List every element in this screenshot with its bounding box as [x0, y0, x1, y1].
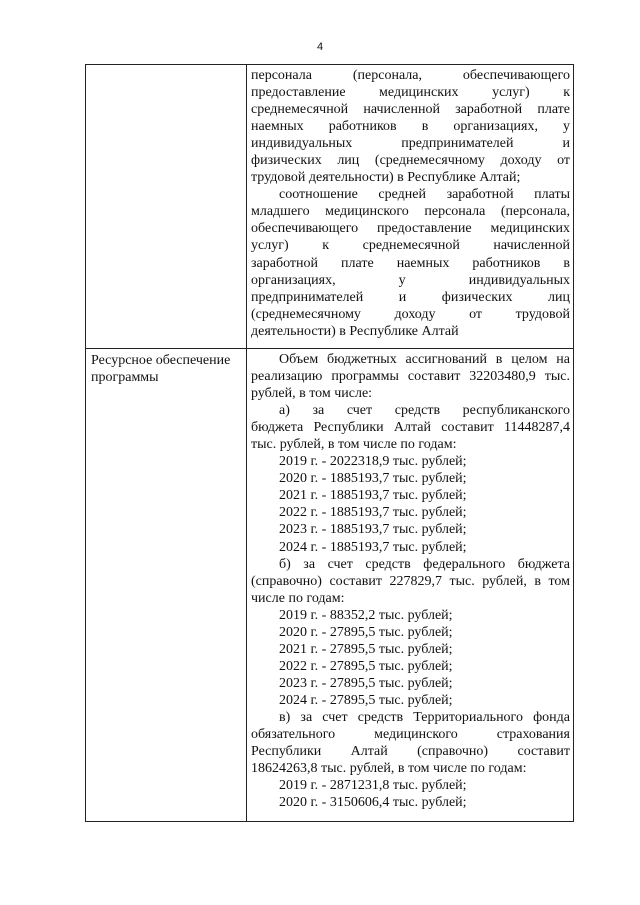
text-line: а) за счет средств республиканского	[279, 403, 570, 419]
text-line: индивидуальных предпринимателей и	[251, 136, 570, 152]
text-line: 2019 г. - 88352,2 тыс. рублей;	[279, 607, 453, 623]
page-number: 4	[316, 41, 324, 53]
text-line: 2019 г. - 2022318,9 тыс. рублей;	[279, 454, 467, 470]
text-line: 2020 г. - 3150606,4 тыс. рублей;	[279, 795, 467, 811]
text-line: тыс. рублей, в том числе по годам:	[251, 437, 457, 453]
text-line: (справочно) составит 227829,7 тыс. рублей, в том	[251, 573, 570, 589]
text-line: реализацию программы составит 32203480,9 тыс.	[251, 369, 570, 385]
text-line: 2023 г. - 27895,5 тыс. рублей;	[279, 675, 453, 691]
text-line: 2019 г. - 2871231,8 тыс. рублей;	[279, 778, 467, 794]
text-line: 2021 г. - 1885193,7 тыс. рублей;	[279, 488, 467, 504]
row2-label-cell	[86, 349, 247, 822]
resource-provision-content	[247, 349, 573, 811]
text-line: 2024 г. - 27895,5 тыс. рублей;	[279, 692, 453, 708]
text-line: б) за счет средств федерального бюджета	[279, 556, 570, 572]
text-line: обеспечивающего предоставление медицинских	[251, 221, 570, 237]
text-line: 2020 г. - 27895,5 тыс. рублей;	[279, 624, 453, 640]
text-line: деятельности) в Республике Алтай	[251, 323, 459, 339]
text-line: предоставление медицинских услуг) к	[251, 85, 570, 101]
text-line: 2020 г. - 1885193,7 тыс. рублей;	[279, 471, 467, 487]
text-line: предпринимателей и физических лиц	[251, 289, 570, 305]
text-line: наемных работников в организациях, у	[251, 119, 570, 135]
table-row	[86, 349, 574, 822]
text-line: 2022 г. - 27895,5 тыс. рублей;	[279, 658, 453, 674]
resource-provision-label	[86, 349, 246, 386]
text-line: (среднемесячному доходу от трудовой	[251, 306, 570, 322]
row1-content-cell	[247, 65, 574, 349]
text-line: среднемесячной начисленной заработной плате	[251, 102, 570, 118]
text-line: 18624263,8 тыс. рублей, в том числе по годам:	[251, 761, 527, 777]
row1-label-cell	[86, 65, 247, 349]
text-line: Республики Алтай (справочно) составит	[251, 744, 570, 760]
text-line: 2023 г. - 1885193,7 тыс. рублей;	[279, 522, 467, 538]
text-line: соотношение средней заработной платы	[279, 187, 570, 203]
label-line: Ресурсное обеспечение	[91, 353, 231, 368]
row1-content	[247, 65, 573, 340]
table-row	[86, 65, 574, 349]
text-line: младшего медицинского персонала (персонала,	[251, 204, 570, 220]
text-line: физических лиц (среднемесячному доходу от	[251, 153, 570, 169]
text-line: 2022 г. - 1885193,7 тыс. рублей;	[279, 505, 467, 521]
program-passport-table	[85, 64, 574, 822]
text-line: бюджета Республики Алтай составит 11448287,4	[251, 420, 570, 436]
label-line: программы	[91, 370, 159, 385]
text-line: организациях, у индивидуальных	[251, 272, 570, 288]
row2-content-cell	[247, 349, 574, 822]
text-line: услуг) к среднемесячной начисленной	[251, 238, 570, 254]
text-line: персонала (персонала, обеспечивающего	[251, 68, 570, 83]
text-line: трудовой деятельности) в Республике Алтай;	[251, 170, 521, 186]
row1-label	[86, 65, 246, 68]
text-line: 2024 г. - 1885193,7 тыс. рублей;	[279, 539, 467, 555]
text-line: обязательного медицинского страхования	[251, 727, 570, 743]
text-line: заработной плате наемных работников в	[251, 255, 570, 271]
text-line: Объем бюджетных ассигнований в целом на	[279, 352, 570, 367]
text-line: в) за счет средств Территориального фонда	[279, 709, 570, 725]
text-line: рублей, в том числе:	[251, 386, 373, 402]
text-line: числе по годам:	[251, 590, 345, 606]
text-line: 2021 г. - 27895,5 тыс. рублей;	[279, 641, 453, 657]
